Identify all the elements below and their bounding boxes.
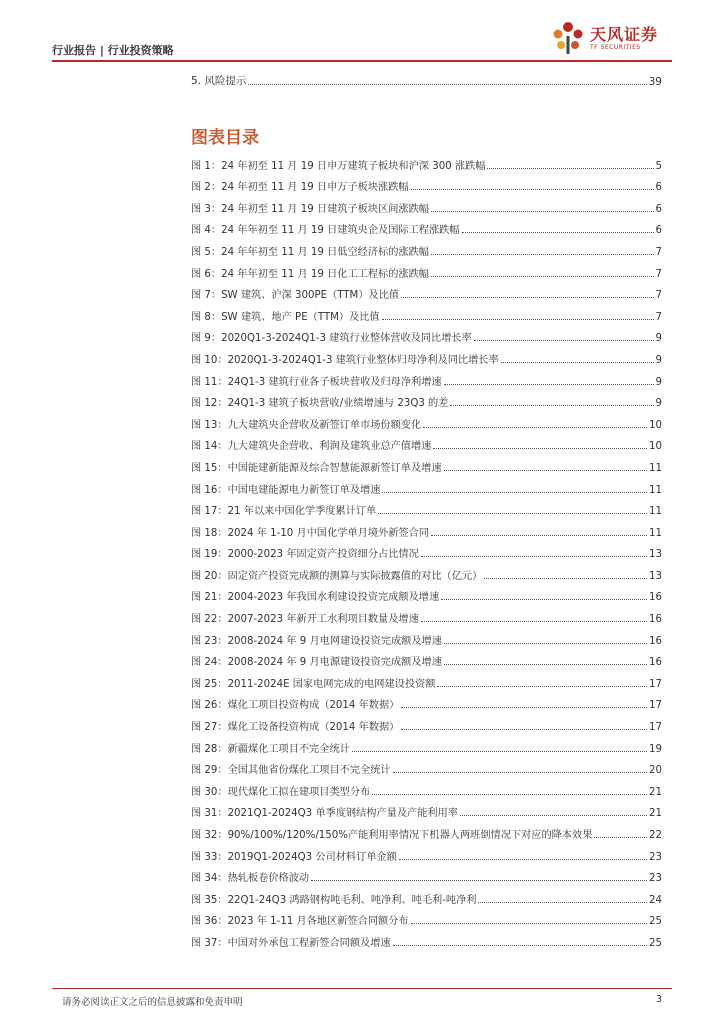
page-number: 3 bbox=[655, 994, 662, 1005]
footer-divider bbox=[52, 988, 672, 989]
toc-entry-page: 39 bbox=[648, 76, 662, 88]
toc-figure-entry[interactable] bbox=[191, 668, 662, 690]
toc-figure-page: 10 bbox=[649, 441, 662, 453]
toc-figure-entry[interactable] bbox=[191, 755, 662, 777]
toc-leader-dots bbox=[484, 578, 647, 579]
toc-figure-entry[interactable] bbox=[191, 323, 662, 345]
toc-figure-entry[interactable] bbox=[191, 344, 662, 366]
toc-leader-dots bbox=[444, 470, 648, 471]
toc-figure-page: 7 bbox=[655, 246, 662, 258]
toc-figure-page: 25 bbox=[649, 916, 662, 928]
toc-leader-dots bbox=[248, 84, 646, 85]
toc-leader-dots bbox=[401, 297, 653, 298]
toc-figure-page: 5 bbox=[655, 160, 662, 172]
header-divider bbox=[52, 60, 672, 62]
toc-figure-page: 24 bbox=[649, 894, 662, 906]
toc-figure-label: 图 4：24 年年初至 11 月 19 日建筑央企及国际工程涨跌幅 bbox=[191, 225, 460, 237]
toc-figure-label: 图 28：新疆煤化工项目不完全统计 bbox=[191, 743, 350, 755]
toc-figure-page: 11 bbox=[649, 484, 662, 496]
toc-figure-entry[interactable] bbox=[191, 733, 662, 755]
toc-figure-entry[interactable] bbox=[191, 366, 662, 388]
toc-figure-entry[interactable] bbox=[191, 906, 662, 928]
toc-leader-dots bbox=[441, 599, 647, 600]
toc-leader-dots bbox=[431, 276, 654, 277]
toc-figure-page: 11 bbox=[649, 462, 662, 474]
toc-leader-dots bbox=[444, 384, 654, 385]
toc-figure-entry[interactable] bbox=[191, 582, 662, 604]
toc-figure-page: 9 bbox=[655, 376, 662, 388]
toc-figure-page: 23 bbox=[649, 873, 662, 885]
toc-figure-label: 图 35：22Q1-24Q3 鸿路钢构吨毛利、吨净利、吨毛利-吨净利 bbox=[191, 894, 477, 906]
toc-leader-dots bbox=[393, 945, 647, 946]
toc-figure-label: 图 36：2023 年 1-11 月各地区新签合同额分布 bbox=[191, 916, 409, 928]
toc-figure-label: 图 32：90%/100%/120%/150%产能利用率情况下机器人两班倒情况下对应的降本效果 bbox=[191, 830, 593, 841]
toc-figure-page: 10 bbox=[649, 419, 662, 431]
toc-figure-label: 图 24：2008-2024 年 9 月电源建设投资完成额及增速 bbox=[191, 657, 442, 669]
toc-figure-label: 图 26：煤化工项目投资构成（2014 年数据） bbox=[191, 700, 400, 712]
toc-figure-entry[interactable] bbox=[191, 301, 662, 323]
toc-figure-entry[interactable] bbox=[191, 150, 662, 172]
toc-leader-dots bbox=[462, 232, 654, 233]
toc-figure-page: 16 bbox=[649, 657, 662, 669]
toc-figure-entry[interactable] bbox=[191, 603, 662, 625]
toc-leader-dots bbox=[352, 751, 647, 752]
toc-figure-page: 6 bbox=[655, 225, 662, 237]
toc-figure-page: 16 bbox=[649, 614, 662, 626]
toc-figure-label: 图 29：全国其他省份煤化工项目不完全统计 bbox=[191, 765, 391, 777]
toc-figure-label: 图 19：2000-2023 年固定资产投资细分占比情况 bbox=[191, 549, 419, 561]
toc-figure-page: 17 bbox=[649, 700, 662, 712]
toc-figure-entry[interactable] bbox=[191, 539, 662, 561]
toc-figure-page: 11 bbox=[649, 527, 662, 539]
toc-entry-label: 5. 风险提示 bbox=[191, 75, 247, 87]
toc-figure-entry[interactable] bbox=[191, 172, 662, 194]
toc-figure-entry[interactable] bbox=[191, 258, 662, 280]
toc-leader-dots bbox=[421, 556, 647, 557]
toc-figure-page: 13 bbox=[649, 570, 662, 582]
toc-figure-label: 图 25：2011-2024E 国家电网完成的电网建设投资额 bbox=[191, 678, 436, 690]
toc-figure-page: 22 bbox=[649, 830, 662, 841]
toc-figure-label: 图 33：2019Q1-2024Q3 公司材料订单金额 bbox=[191, 851, 397, 863]
toc-leader-dots bbox=[478, 902, 647, 903]
toc-leader-dots bbox=[450, 405, 653, 406]
toc-figure-page: 9 bbox=[655, 354, 662, 366]
toc-leader-dots bbox=[401, 707, 647, 708]
logo-name: 天风证券 bbox=[590, 25, 659, 44]
toc-leader-dots bbox=[411, 923, 647, 924]
toc-figure-label: 图 12：24Q1-3 建筑子板块营收/业绩增速与 23Q3 的差 bbox=[191, 398, 449, 410]
logo-subtitle: TF SECURITIES bbox=[590, 44, 641, 51]
toc-leader-dots bbox=[433, 448, 647, 449]
toc-figure-page: 7 bbox=[655, 268, 662, 280]
toc-figure-page: 17 bbox=[649, 678, 662, 690]
toc-figure-entry[interactable] bbox=[191, 711, 662, 733]
toc-figure-label: 图 3：24 年初至 11 月 19 日建筑子板块区间涨跌幅 bbox=[191, 203, 429, 215]
toc-leader-dots bbox=[382, 492, 647, 493]
toc-figure-label: 图 14：九大建筑央企营收、利润及建筑业总产值增速 bbox=[191, 441, 432, 453]
toc-figure-label: 图 6：24 年年初至 11 月 19 日化工工程标的涨跌幅 bbox=[191, 268, 429, 280]
toc-leader-dots bbox=[401, 729, 647, 730]
toc-figure-entry[interactable] bbox=[191, 496, 662, 518]
toc-figure-entry[interactable] bbox=[191, 690, 662, 712]
logo-flower-icon bbox=[550, 18, 586, 56]
toc-figure-entry[interactable] bbox=[191, 625, 662, 647]
toc-figure-page: 21 bbox=[649, 786, 662, 798]
toc-figure-label: 图 21：2004-2023 年我国水利建设投资完成额及增速 bbox=[191, 592, 440, 604]
toc-figure-label: 图 1：24 年初至 11 月 19 日申万建筑子板块和沪深 300 涨跌幅 bbox=[191, 160, 486, 172]
toc-figure-label: 图 5：24 年年初至 11 月 19 日低空经济标的涨跌幅 bbox=[191, 246, 429, 258]
toc-figure-page: 20 bbox=[649, 765, 662, 777]
toc-figure-label: 图 34：热轧板卷价格波动 bbox=[191, 873, 310, 885]
toc-figure-entry[interactable] bbox=[191, 798, 662, 820]
toc-leader-dots bbox=[378, 513, 647, 514]
toc-figure-label: 图 9：2020Q1-3-2024Q1-3 建筑行业整体营收及同比增长率 bbox=[191, 333, 472, 345]
figure-index-title: 图表目录 bbox=[191, 128, 259, 148]
toc-figure-page: 21 bbox=[649, 808, 662, 820]
toc-figure-entry[interactable] bbox=[191, 431, 662, 453]
toc-figure-page: 11 bbox=[649, 506, 662, 518]
toc-figure-label: 图 22：2007-2023 年新开工水利项目数量及增速 bbox=[191, 614, 419, 626]
toc-figure-label: 图 11：24Q1-3 建筑行业各子板块营收及归母净利增速 bbox=[191, 376, 442, 388]
toc-leader-dots bbox=[444, 664, 647, 665]
toc-figure-page: 16 bbox=[649, 592, 662, 604]
toc-figure-page: 17 bbox=[649, 722, 662, 734]
toc-figure-label: 图 18：2024 年 1-10 月中国化学单月境外新签合同 bbox=[191, 527, 429, 539]
toc-leader-dots bbox=[444, 643, 647, 644]
toc-figure-label: 图 7：SW 建筑、沪深 300PE（TTM）及比值 bbox=[191, 290, 400, 302]
toc-leader-dots bbox=[311, 880, 647, 881]
toc-leader-dots bbox=[501, 362, 654, 363]
toc-figure-entry[interactable] bbox=[191, 560, 662, 582]
toc-figure-entry[interactable] bbox=[191, 388, 662, 410]
toc-figure-entry[interactable] bbox=[191, 841, 662, 863]
toc-figure-page: 7 bbox=[655, 311, 662, 323]
toc-figure-entry[interactable] bbox=[191, 863, 662, 885]
company-logo bbox=[550, 18, 672, 58]
toc-leader-dots bbox=[487, 168, 653, 169]
toc-leader-dots bbox=[399, 859, 647, 860]
toc-leader-dots bbox=[423, 427, 647, 428]
toc-figure-entry[interactable] bbox=[191, 884, 662, 906]
toc-figure-label: 图 2：24 年初至 11 月 19 日申万子板块涨跌幅 bbox=[191, 182, 409, 194]
toc-figure-label: 图 15：中国能建新能源及综合智慧能源新签订单及增速 bbox=[191, 462, 442, 474]
toc-leader-dots bbox=[474, 340, 654, 341]
toc-figure-page: 23 bbox=[649, 851, 662, 863]
toc-figure-label: 图 16：中国电建能源电力新签订单及增速 bbox=[191, 484, 381, 496]
toc-leader-dots bbox=[431, 211, 654, 212]
toc-figure-entry[interactable] bbox=[191, 280, 662, 302]
toc-figure-label: 图 13：九大建筑央企营收及新签订单市场份额变化 bbox=[191, 419, 422, 431]
toc-leader-dots bbox=[393, 772, 647, 773]
toc-figure-label: 图 17：21 年以来中国化学季度累计订单 bbox=[191, 506, 377, 518]
toc-figure-page: 25 bbox=[649, 937, 662, 949]
toc-figure-page: 9 bbox=[655, 398, 662, 410]
toc-figure-label: 图 8：SW 建筑、地产 PE（TTM）及比值 bbox=[191, 311, 380, 323]
toc-leader-dots bbox=[421, 621, 647, 622]
toc-figure-entry[interactable] bbox=[191, 452, 662, 474]
toc-figure-entry[interactable] bbox=[191, 193, 662, 215]
toc-figure-entry[interactable] bbox=[191, 517, 662, 539]
toc-leader-dots bbox=[372, 794, 647, 795]
toc-figure-entry[interactable] bbox=[191, 474, 662, 496]
toc-figure-label: 图 31：2021Q1-2024Q3 单季度钢结构产量及产能利用率 bbox=[191, 808, 458, 820]
toc-figure-page: 6 bbox=[655, 182, 662, 194]
toc-figure-entry[interactable] bbox=[191, 647, 662, 669]
toc-leader-dots bbox=[431, 254, 654, 255]
toc-figure-page: 6 bbox=[655, 203, 662, 215]
toc-figure-entry[interactable] bbox=[191, 927, 662, 949]
toc-entry-risk[interactable] bbox=[191, 73, 662, 88]
toc-figure-label: 图 10：2020Q1-3-2024Q1-3 建筑行业整体归母净利及同比增长率 bbox=[191, 354, 499, 366]
toc-figure-label: 图 27：煤化工设备投资构成（2014 年数据） bbox=[191, 722, 400, 734]
toc-figure-page: 9 bbox=[655, 333, 662, 345]
toc-figure-label: 图 20：固定资产投资完成额的测算与实际披露值的对比（亿元） bbox=[191, 570, 483, 582]
toc-figure-label: 图 37：中国对外承包工程新签合同额及增速 bbox=[191, 937, 391, 949]
toc-figure-entry[interactable] bbox=[191, 776, 662, 798]
figure-index-list bbox=[191, 150, 662, 949]
toc-leader-dots bbox=[437, 686, 647, 687]
toc-figure-page: 7 bbox=[655, 290, 662, 302]
toc-leader-dots bbox=[411, 189, 654, 190]
toc-figure-entry[interactable] bbox=[191, 236, 662, 258]
toc-leader-dots bbox=[431, 535, 647, 536]
report-category-header: 行业报告 | 行业投资策略 bbox=[52, 44, 174, 57]
toc-figure-entry[interactable] bbox=[191, 819, 662, 841]
toc-figure-page: 19 bbox=[649, 743, 662, 755]
toc-leader-dots bbox=[382, 319, 654, 320]
toc-figure-entry[interactable] bbox=[191, 215, 662, 237]
toc-figure-label: 图 23：2008-2024 年 9 月电网建设投资完成额及增速 bbox=[191, 635, 442, 647]
toc-leader-dots bbox=[460, 815, 647, 816]
toc-figure-page: 16 bbox=[649, 635, 662, 647]
toc-leader-dots bbox=[594, 837, 647, 838]
toc-figure-page: 13 bbox=[649, 549, 662, 561]
toc-figure-label: 图 30：现代煤化工拟在建项目类型分布 bbox=[191, 786, 371, 798]
toc-figure-entry[interactable] bbox=[191, 409, 662, 431]
footer-disclaimer: 请务必阅读正文之后的信息披露和免责申明 bbox=[62, 997, 243, 1008]
